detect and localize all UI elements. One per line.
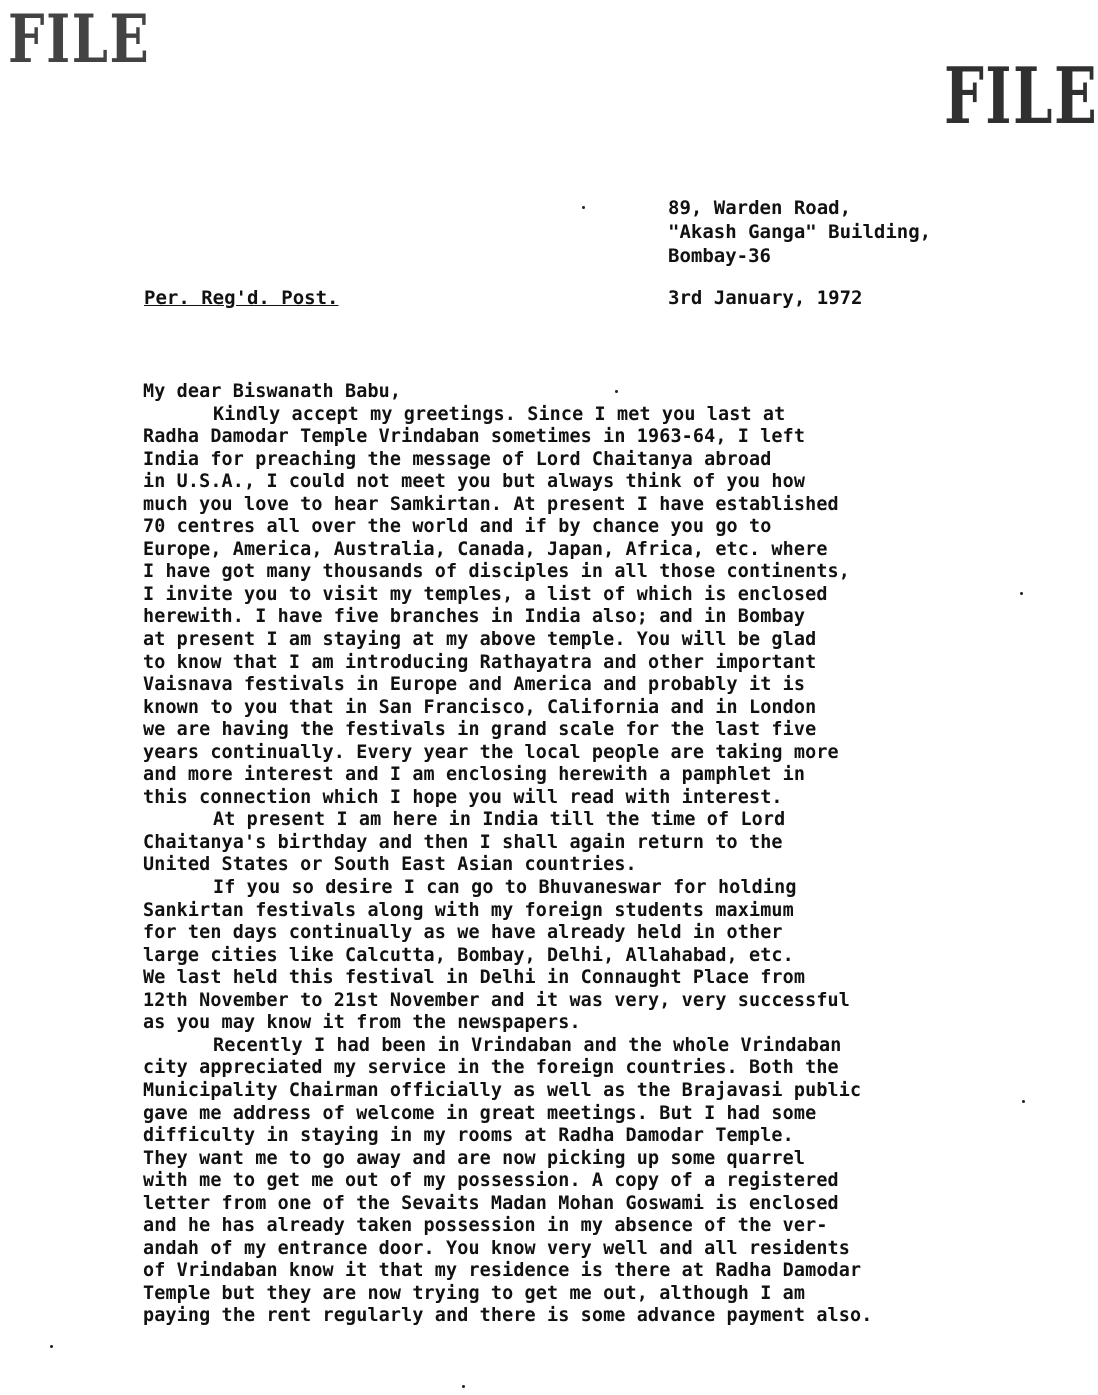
letter-line: and more interest and I am enclosing herewith a pamphlet in (143, 764, 806, 786)
letter-body (143, 381, 1043, 1328)
letter-date: 3rd January, 1972 (668, 287, 863, 309)
letter-line: Recently I had been in Vrindaban and the whole Vrindaban (213, 1034, 842, 1056)
letter-line: city appreciated my service in the foreign countries. Both the (143, 1057, 839, 1079)
address-line-3: Bombay-36 (668, 245, 771, 267)
letter-line: Temple but they are now trying to get me out, although I am (143, 1282, 806, 1304)
letter-line: to know that I am introducing Rathayatra and other important (143, 651, 817, 673)
letter-line: large cities like Calcutta, Bombay, Delhi, Allahabad, etc. (143, 944, 794, 966)
letter-line: at present I am staying at my above temple. You will be glad (143, 629, 817, 651)
letter-line: much you love to hear Samkirtan. At present I have established (143, 493, 839, 515)
letter-line: difficulty in staying in my rooms at Radha Damodar Temple. (143, 1125, 794, 1147)
body-paragraphs (143, 404, 1043, 1328)
letter-line: India for preaching the message of Lord Chaitanya abroad (143, 448, 772, 470)
letter-line: paying the rent regularly and there is some advance payment also. (143, 1305, 873, 1327)
scan-speck (582, 206, 585, 209)
letter-line: Chaitanya's birthday and then I shall again return to the (143, 831, 783, 853)
sender-address (668, 196, 931, 268)
file-stamp-right: FILE (944, 51, 1098, 142)
letter-line: We last held this festival in Delhi in Connaught Place from (143, 967, 806, 989)
letter-line: They want me to go away and are now picking up some quarrel (143, 1147, 806, 1169)
scan-speck (50, 1345, 53, 1348)
salutation: My dear Biswanath Babu, (143, 381, 402, 402)
letter-line: 70 centres all over the world and if by chance you go to (143, 516, 772, 538)
file-stamp-left: FILE (8, 0, 151, 78)
letter-line: Europe, America, Australia, Canada, Japan, Africa, etc. where (143, 538, 828, 560)
letter-line: this connection which I hope you will read with interest. (143, 786, 783, 808)
letter-line: known to you that in San Francisco, California and in London (143, 696, 817, 718)
letter-line: of Vrindaban know it that my residence is there at Radha Damodar (143, 1260, 862, 1282)
letter-line: 12th November to 21st November and it was very, very successful (143, 989, 850, 1011)
letter-line: with me to get me out of my possession. A copy of a registered (143, 1170, 839, 1192)
letter-line: Sankirtan festivals along with my foreign students maximum (143, 899, 794, 921)
post-note: Per. Reg'd. Post. (144, 287, 339, 309)
letter-line: and he has already taken possession in my absence of the ver- (143, 1215, 828, 1237)
scan-speck (1022, 1100, 1025, 1103)
letter-line: If you so desire I can go to Bhuvaneswar for holding (213, 877, 797, 899)
letter-line: Municipality Chairman officially as well as the Brajavasi public (143, 1079, 862, 1101)
letter-line: in U.S.A., I could not meet you but always think of you how (143, 471, 806, 493)
address-line-1: 89, Warden Road, (668, 197, 852, 219)
letter-line: Vaisnava festivals in Europe and America and probably it is (143, 674, 806, 696)
letter-line: United States or South East Asian countries. (143, 854, 637, 876)
letter-line: years continually. Every year the local people are taking more (143, 741, 839, 763)
letter-line: as you may know it from the newspapers. (143, 1012, 581, 1034)
scan-speck (615, 390, 618, 393)
letter-line: I invite you to visit my temples, a list of which is enclosed (143, 583, 828, 605)
letter-line: andah of my entrance door. You know very well and all residents (143, 1237, 850, 1259)
scan-speck (462, 1385, 465, 1388)
letter-line: I have got many thousands of disciples in all those continents, (143, 561, 850, 583)
letter-line: herewith. I have five branches in India also; and in Bombay (143, 606, 806, 628)
letter-line: for ten days continually as we have already held in other (143, 922, 783, 944)
letter-line: Radha Damodar Temple Vrindaban sometimes in 1963-64, I left (143, 426, 806, 448)
letter-line: gave me address of welcome in great meetings. But I had some (143, 1102, 817, 1124)
scan-speck (1020, 592, 1023, 595)
letter-line: Kindly accept my greetings. Since I met you last at (213, 403, 786, 425)
letter-line: letter from one of the Sevaits Madan Mohan Goswami is enclosed (143, 1192, 839, 1214)
letter-line: At present I am here in India till the time of Lord (213, 809, 786, 831)
letter-line: we are having the festivals in grand scale for the last five (143, 719, 817, 741)
address-line-2: "Akash Ganga" Building, (668, 221, 932, 243)
